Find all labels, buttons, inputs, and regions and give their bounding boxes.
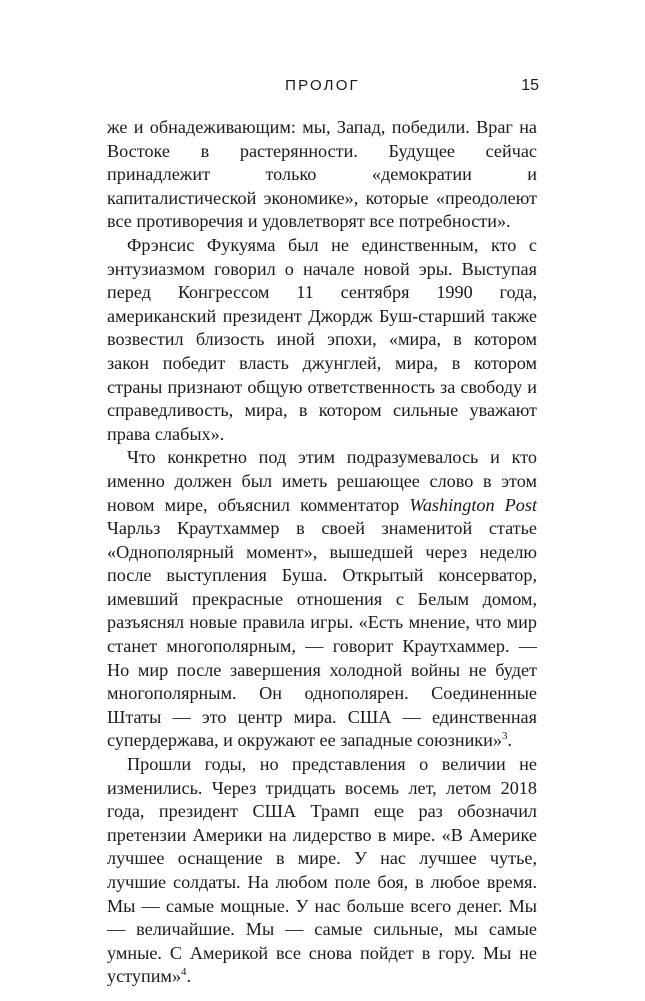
running-head: [0, 74, 645, 98]
paragraph-text: Прошли годы, но представления о величии не изменились. Через тридцать восемь лет, летом 2018 года, президент США Трамп еще раз обозначил претензии Америки на лидерство в мире. «В Америке лучшее оснащение в мире. У нас лучшее чутье, лучшие солдаты. На любом поле боя, в любое время. Мы — самые мощные. У нас больше всего денег. Мы — величайшие. Мы — самые сильные, мы самые умные. С Америкой все снова пойдет в гору. Мы не уступим»: [107, 754, 537, 987]
footnote-marker: 3: [501, 730, 508, 743]
body-text: [107, 116, 537, 989]
paragraph-end: .: [507, 730, 513, 751]
paragraph-fukuyama: Фрэнсис Фукуяма был не единственным, кто с энтузиазмом говорил о начале новой эры. Выступая перед Конгрессом 11 сентября 1990 года, американский президент Джордж Буш-старший также возвестил близость иной эпохи, «мира, в котором закон победит власть джунглей, мира, в котором страны признают общую ответственность за свободу и справедливость, мира, в котором сильные уважают права слабых».: [107, 234, 537, 444]
page-number: 15: [521, 77, 539, 94]
paragraph-end: .: [186, 966, 192, 987]
paragraph-trump: [107, 753, 537, 989]
publication-name: Washington Post: [409, 494, 538, 515]
section-title: ПРОЛОГ: [285, 77, 360, 94]
paragraph-text: Что конкретно под этим подразумевалось и кто именно должен был иметь решающее слово в этом новом мире, объяснил комментатор: [107, 447, 537, 515]
paragraph-krauthammer: [107, 446, 537, 753]
paragraph-continuation: же и обнадеживающим: мы, Запад, победили. Враг на Востоке в растерянности. Будущее сейчас принадлежит только «демократии и капиталистической экономике», которые «преодолеют все противоречия и удовлетворят все потребности».: [107, 117, 537, 232]
paragraph-text: Чарльз Краутхаммер в своей знаменитой статье «Однополярный момент», вышедшей через неделю после выступления Буша. Открытый консерватор, имевший прекрасные отношения с Белым домом, разъяснял новые правила игры. «Есть мнение, что мир станет многополярным, — говорит Краутхаммер. — Но мир после завершения холодной войны не будет многополярным. Он однополярен. Соединенные Штаты — это центр мира. США — единственная супердержава, и окружают ее западные союзники»: [107, 518, 537, 751]
footnote-marker: 4: [181, 966, 187, 979]
